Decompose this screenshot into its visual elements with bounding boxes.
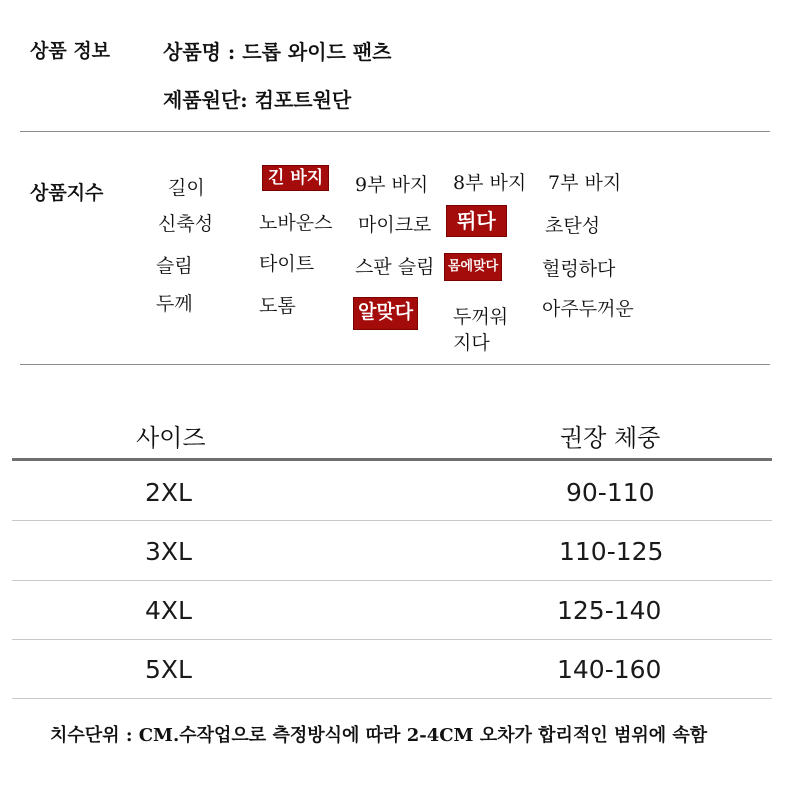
weight-cell: 140-160	[557, 655, 662, 684]
index-option: 스판 슬림	[355, 256, 435, 278]
index-option-selected: 긴 바지	[263, 166, 328, 190]
index-option: 헐렁하다	[542, 258, 616, 280]
size-cell: 5XL	[145, 655, 192, 684]
weight-cell: 90-110	[566, 478, 655, 507]
divider	[20, 364, 770, 365]
index-option: 8부 바지	[453, 172, 527, 194]
size-cell: 3XL	[145, 537, 192, 566]
index-option: 타이트	[259, 253, 315, 275]
index-option: 노바운스	[259, 212, 333, 234]
product-info-label: 상품 정보	[30, 40, 111, 62]
size-cell: 4XL	[145, 596, 192, 625]
index-option-selected: 알맞다	[354, 298, 417, 329]
divider	[20, 131, 770, 132]
measurement-note: 치수단위 : CM.수작업으로 측정방식에 따라 2-4CM 오차가 합리적인 범위에 속함	[50, 725, 708, 746]
table-header-rule	[12, 458, 772, 461]
product-name: 상품명 : 드롭 와이드 팬츠	[163, 40, 392, 64]
index-option: 초탄성	[545, 215, 601, 237]
index-option: 길이	[168, 177, 205, 199]
index-option: 아주두꺼운	[542, 298, 634, 320]
product-index-label: 상품지수	[30, 182, 104, 204]
table-row-divider	[12, 520, 772, 521]
table-row-divider	[12, 580, 772, 581]
index-option-selected: 뛰다	[447, 206, 506, 236]
table-row-divider	[12, 698, 772, 699]
index-option: 슬림	[156, 255, 193, 277]
product-fabric: 제품원단: 컴포트원단	[163, 88, 352, 112]
weight-cell: 125-140	[557, 596, 662, 625]
size-cell: 2XL	[145, 478, 192, 507]
index-option-selected: 몸에맞다	[445, 254, 501, 280]
index-option: 9부 바지	[355, 174, 429, 196]
size-column-header: 사이즈	[136, 424, 206, 452]
weight-column-header: 권장 체중	[560, 424, 661, 452]
index-option: 마이크로	[358, 214, 432, 236]
index-option: 두꺼워 지다	[453, 306, 509, 354]
weight-cell: 110-125	[559, 537, 664, 566]
index-option: 두께	[156, 293, 193, 315]
index-option: 7부 바지	[548, 172, 622, 194]
index-option: 신축성	[158, 213, 214, 235]
index-option: 도톰	[259, 295, 296, 317]
table-row-divider	[12, 639, 772, 640]
